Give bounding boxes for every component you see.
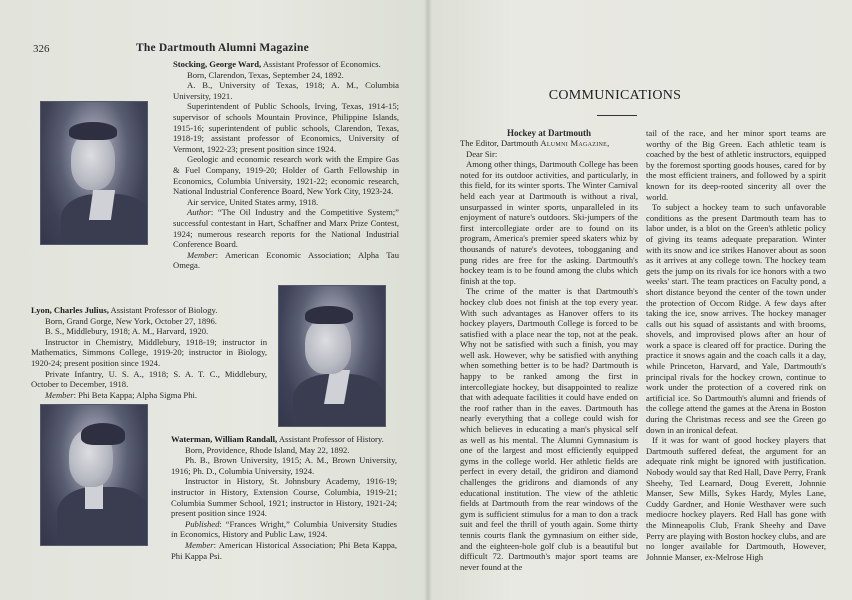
member-label: Member (187, 249, 216, 260)
entry-heading (173, 59, 399, 70)
published-label: Published (185, 518, 220, 529)
member-text: : Phi Beta Kappa; Alpha Sigma Phi. (73, 389, 198, 400)
faculty-name: Waterman, William Randall, (171, 434, 278, 444)
letter-paragraph: The crime of the matter is that Dartmouth's hockey club does not finish at the top every year. With such advantages as Hanover offers to its hockey players, Dartmouth College is forced to be satisfied with a place near the top, not at the peak. Why not be satisfied with such a finish, you may well ask. However, why be satisfied with anything when something better is to be had? Dartmouth is happy to be ranked among the first in intercollegiate hockey, but disappointed to realize that with adequate facilities it could have ended on the roof rather than in the eaves. Dartmouth has nearly everything that a college could wish for which believes in educating a man's physical self as well as his mental. The Alumni Gymnasium is one of the largest and most efficiently equipped gyms in the college world. Her athletic fields are perfect in every detail, the gridiron and diamond challenges the gridirons and diamonds of any educational institution. The view of the athletic fields at Dartmouth from the rear windows of the gym is sufficient stimulus for a man to don a track suit and feel the thrill of youth again. Some thirty tennis courts flank the gymnasium on either side, and the eighteen-hole golf club is a beautiful but difficult 72. Dartmouth's major sport teams are never found at the (460, 286, 638, 572)
entry-career: Superintendent of Public Schools, Irving, Texas, 1914-15; supervisor of schools Mountain Province, Philippine Islands, 1915-16; superintendent of public schools, Clarendon, Texas, 1918-19; assistant professor of Economics, University of Vermont, 1922-23; present position since 1924. (173, 101, 399, 154)
section-divider (597, 115, 637, 116)
member-label: Member (185, 539, 214, 550)
faculty-entry-stocking (173, 59, 399, 271)
entry-published (171, 519, 397, 540)
entry-education: B. S., Middlebury, 1918; A. M., Harvard, 1920. (45, 326, 209, 337)
portrait-photo-stocking (40, 101, 148, 245)
faculty-name: Lyon, Charles Julius, (31, 305, 109, 315)
letter-column-1 (460, 138, 638, 572)
entry-research: Geologic and economic research work with the Empire Gas & Fuel Company, 1919-20; Holder of Garth Fellowship in Economics, Columbia University, 1921-22; economic research, National Industrial Conference Board, New York City, 1923-24. (173, 154, 399, 197)
entry-born: Born, Clarendon, Texas, September 24, 1892. (187, 69, 344, 80)
entry-member (171, 540, 397, 561)
salutation-dear: Dear Sir: (466, 148, 498, 159)
entry-born: Born, Providence, Rhode Island, May 22, 1892. (185, 444, 350, 455)
entry-author (173, 207, 399, 249)
letter-column-2 (646, 128, 826, 562)
author-text: : “The Oil Industry and the Competitive System;” successful contestant in Hart, Schaffner and Marx Prize Contest, 1924; numerous research reports for the National Industrial Conference Board. (173, 207, 399, 250)
entry-service: Air service, United States army, 1918. (187, 196, 319, 207)
magazine-name: Alumni Magazine, (540, 138, 610, 148)
letter-paragraph: If it was for want of good hockey players that Dartmouth suffered defeat, the argument for an adequate rink might be ignored with justification. Nobody would say that Red Hall, Dave Perry, Frank Sheehy, Ted Learnard, Doug Everett, Johnnie Manser, Sew Mills, Sykes Hardy, Myles Lane, Cuddy Gardner, and Honie Westhaver were such mediocre hockey players. Red Hall has gone with the Minneapolis Club, Frank Sheehy and Dave Perry are playing with Boston hockey clubs, and are no longer available for Dartmouth, However, Johnnie Manser, ex-Melrose High (646, 435, 826, 562)
article-title: Hockey at Dartmouth (507, 128, 591, 138)
salutation-editor (460, 138, 638, 149)
faculty-title: Assistant Professor of Economics. (261, 59, 381, 69)
faculty-entry-lyon (31, 305, 267, 400)
book-gutter (424, 0, 432, 600)
member-text: : American Economic Association; Alpha Tau Omega. (173, 249, 399, 271)
member-text: : American Historical Association; Phi Beta Kappa, Phi Kappa Psi. (171, 539, 397, 561)
page-number: 326 (33, 43, 50, 55)
entry-career: Instructor in Chemistry, Middlebury, 1918-19; instructor in Mathematics, Simmons College, 1919-20; instructor in Biology, 1920-24; present position since 1924. (31, 336, 267, 368)
entry-member (173, 250, 399, 271)
entry-career: Instructor in History, St. Johnsbury Academy, 1916-19; instructor in History, Extension Course, Columbia, 1919-21; Columbia Summer School, 1921; instructor in History, 1921-24; present position since 1924. (171, 476, 397, 519)
member-label: Member (45, 389, 74, 400)
entry-education: A. B., University of Texas, 1918; A. M., Columbia University, 1921. (173, 80, 399, 101)
faculty-name: Stocking, George Ward, (173, 59, 262, 69)
portrait-photo-lyon (278, 285, 386, 427)
faculty-entry-waterman (171, 434, 397, 561)
portrait-photo-waterman (40, 404, 148, 546)
faculty-title: Assistant Professor of Biology. (108, 305, 218, 315)
letter-paragraph: tail of the race, and her minor sport teams are worthy of the Big Green. Each athletic team is coached by the best of athletic instructors, equipped by the foremost sporting goods houses, cared for by the most efficient trainers, and followed by a spirit known for its deep-rooted sincerity all over the world. (646, 128, 826, 202)
entry-born: Born, Grand Gorge, New York, October 27, 1896. (45, 315, 217, 326)
entry-service: Private Infantry, U. S. A., 1918; S. A. T. C., Middlebury, October to December, 1918. (31, 368, 267, 390)
published-text: : “Frances Wright,” Columbia University Studies in Economics, History and Public Law, 1924. (171, 518, 397, 540)
running-head: The Dartmouth Alumni Magazine (136, 42, 309, 54)
section-title: COMMUNICATIONS (548, 88, 682, 103)
entry-heading (171, 434, 397, 445)
editor-prefix: The Editor, Dartmouth (460, 138, 541, 148)
letter-paragraph: To subject a hockey team to such unfavorable conditions as the present Dartmouth team has to labor under, is a blot on the Green's athletic policy of giving its teams adequate preparation. Winter with its snow and ice strikes Hanover about as soon as it arrives at any college town. The hockey team gets the jump on its rivals for ice honors with a two weeks' start. The team practices on Faculty pond, a short distance beyond the center of the town under the protection of Occom Ridge. A few days after taking the ice, snow arrives. The hockey manager calls out his squad of assistants and with brooms, shovels, and improvised plows after an hour of work a space is cleared off for practice. During the practice it snows again and the coach calls it a day, while Princeton, Harvard, and Yale, Dartmouth's principal rivals for the hockey crown, continue to work under the protection of a covered rink on artificial ice. So Dartmouth's alumni and friends of the college attend the games at the Arena in Boston during the Christmas recess and see the Green go down in an ironical defeat. (646, 202, 826, 435)
letter-paragraph: Among other things, Dartmouth College has been noted for its outdoor activities, and particularly, in this field, for its winter sports. The Winter Carnival held each year at Dartmouth is without a rival, unsurpassed in winter sports, unparalleled in its enjoyment of nature's outdoors. Ski-jumpers of the first intercollegiate order are to found on its program, America's premier speed skaters whiz by thousands of nature's devotees, tobogganing and pung rides are free for the asking. Dartmouth's hockey team is to be found among the clubs which finish at the top. (460, 159, 638, 286)
faculty-title: Assistant Professor of History. (277, 434, 384, 444)
entry-education: Ph. B., Brown University, 1915; A. M., Brown University, 1916; Ph. D., Columbia University, 1924. (171, 455, 397, 476)
entry-heading (31, 305, 267, 316)
author-label: Author (187, 207, 211, 218)
entry-member (31, 390, 267, 401)
